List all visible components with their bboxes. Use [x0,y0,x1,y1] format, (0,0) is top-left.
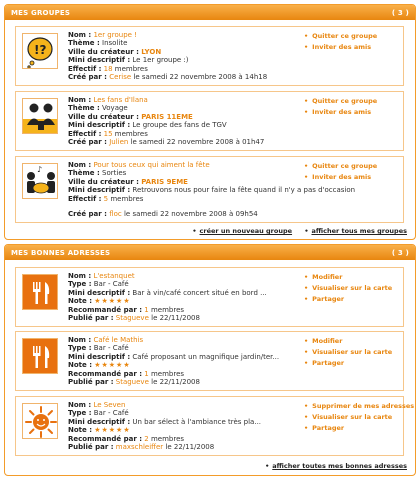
addresses-panel-title: MES BONNES ADRESSES [11,248,111,257]
view-on-map-button[interactable]: • Visualiser sur la carte [304,347,392,358]
svg-text:♪: ♪ [37,165,43,174]
group-card [15,91,404,151]
travel-people-icon [22,98,58,134]
group-info: Nom : Pour tous ceux qui aiment la fête Thème : Sorties Ville du créateur : PARIS 9EME Mini descriptif : Retrouvons nous pour faire la fête quand il n'y a pas d'occasion Effectif : 5 membres [68,161,356,203]
fork-knife-icon [22,338,58,374]
rating-stars: ★★★★★ [94,426,131,435]
addresses-panel [4,244,416,476]
group-card [15,26,404,86]
leave-group-button[interactable]: • Quitter ce groupe [304,96,377,107]
addresses-count: ( 3 ) [391,248,409,257]
groups-footer-links [182,227,407,235]
party-people-icon [22,163,58,199]
fork-knife-icon [22,274,58,310]
address-name-link[interactable]: L'estanquet [93,272,135,280]
group-name-link[interactable]: Pour tous ceux qui aiment la fête [93,161,210,169]
address-name-link[interactable]: Café le Mathis [93,336,144,344]
rating-stars: ★★★★★ [94,297,131,306]
groups-panel-header [5,5,415,20]
address-name-link[interactable]: Le Seven [93,401,126,409]
group-name-link[interactable]: 1er groupe ! [93,31,137,39]
view-on-map-button[interactable]: • Visualiser sur la carte [304,412,414,423]
creator-link[interactable]: Cerise [109,73,132,81]
share-button[interactable]: • Partager [304,358,392,369]
groups-count: ( 3 ) [391,8,409,17]
group-actions [304,31,377,53]
group-actions [304,161,377,183]
address-published: Publié par : maxschleiffer le 22/11/2008 [68,443,215,451]
address-info: Nom : Café le Mathis Type : Bar - Café Mini descriptif : Café proposant un magnifique jardin/ter... Note : ★★★★★ Recommandé par : 1 membres [68,336,280,378]
groups-panel [4,4,416,240]
publisher-link[interactable]: Stagueve [115,378,149,386]
addresses-footer-links [255,462,407,470]
group-name-link[interactable]: Les fans d'Ilana [93,96,148,104]
address-card [15,396,415,456]
creator-link[interactable]: Julien [109,138,129,146]
edit-button[interactable]: • Modifier [304,336,392,347]
publisher-link[interactable]: maxschleiffer [115,443,164,451]
rating-stars: ★★★★★ [94,361,131,370]
show-all-addresses-link[interactable]: • afficher toutes mes bonnes adresses [265,462,407,470]
address-actions [304,401,414,434]
address-card [15,267,404,327]
view-on-map-button[interactable]: • Visualiser sur la carte [304,283,392,294]
address-published: Publié par : Stagueve le 22/11/2008 [68,314,200,322]
address-actions [304,272,392,305]
invite-friends-button[interactable]: • Inviter des amis [304,42,377,53]
remove-address-button[interactable]: • Supprimer de mes adresses [304,401,414,412]
show-all-groups-link[interactable]: • afficher tous mes groupes [304,227,407,235]
group-info: Nom : Les fans d'Ilana Thème : Voyage Ville du créateur : PARIS 11EME Mini descriptif : Le groupe des fans de TGV Effectif : 15 membres [68,96,227,138]
leave-group-button[interactable]: • Quitter ce groupe [304,161,377,172]
invite-friends-button[interactable]: • Inviter des amis [304,107,377,118]
group-actions [304,96,377,118]
group-created: Créé par : Cerise le samedi 22 novembre 2008 à 14h18 [68,73,268,81]
address-info: Nom : Le Seven Type : Bar - Café Mini descriptif : Un bar sélect à l'ambiance très pla... Note : ★★★★★ Recommandé par : 2 membres [68,401,262,443]
address-card [15,331,404,391]
share-button[interactable]: • Partager [304,423,414,434]
group-card [15,156,404,223]
creator-link[interactable]: floc [109,210,122,218]
group-info: Nom : 1er groupe ! Thème : Insolite Ville du créateur : LYON Mini descriptif : Le 1er groupe :) Effectif : 18 membres [68,31,189,73]
svg-text:!?: !? [34,43,47,57]
group-created: Créé par : Julien le samedi 22 novembre 2008 à 01h47 [68,138,265,146]
share-button[interactable]: • Partager [304,294,392,305]
publisher-link[interactable]: Stagueve [115,314,149,322]
sun-icon [22,403,58,439]
invite-friends-button[interactable]: • Inviter des amis [304,172,377,183]
leave-group-button[interactable]: • Quitter ce groupe [304,31,377,42]
question-face-icon [22,33,58,69]
address-info: Nom : L'estanquet Type : Bar - Café Mini descriptif : Bar à vin/café concert situé en bord ... Note : ★★★★★ Recommandé par : 1 membres [68,272,267,314]
address-actions [304,336,392,369]
edit-button[interactable]: • Modifier [304,272,392,283]
addresses-panel-header [5,245,415,260]
group-created: Créé par : floc le samedi 22 novembre 2008 à 09h54 [68,210,258,218]
create-group-link[interactable]: • créer un nouveau groupe [192,227,292,235]
groups-panel-title: MES GROUPES [11,8,71,17]
address-published: Publié par : Stagueve le 22/11/2008 [68,378,200,386]
